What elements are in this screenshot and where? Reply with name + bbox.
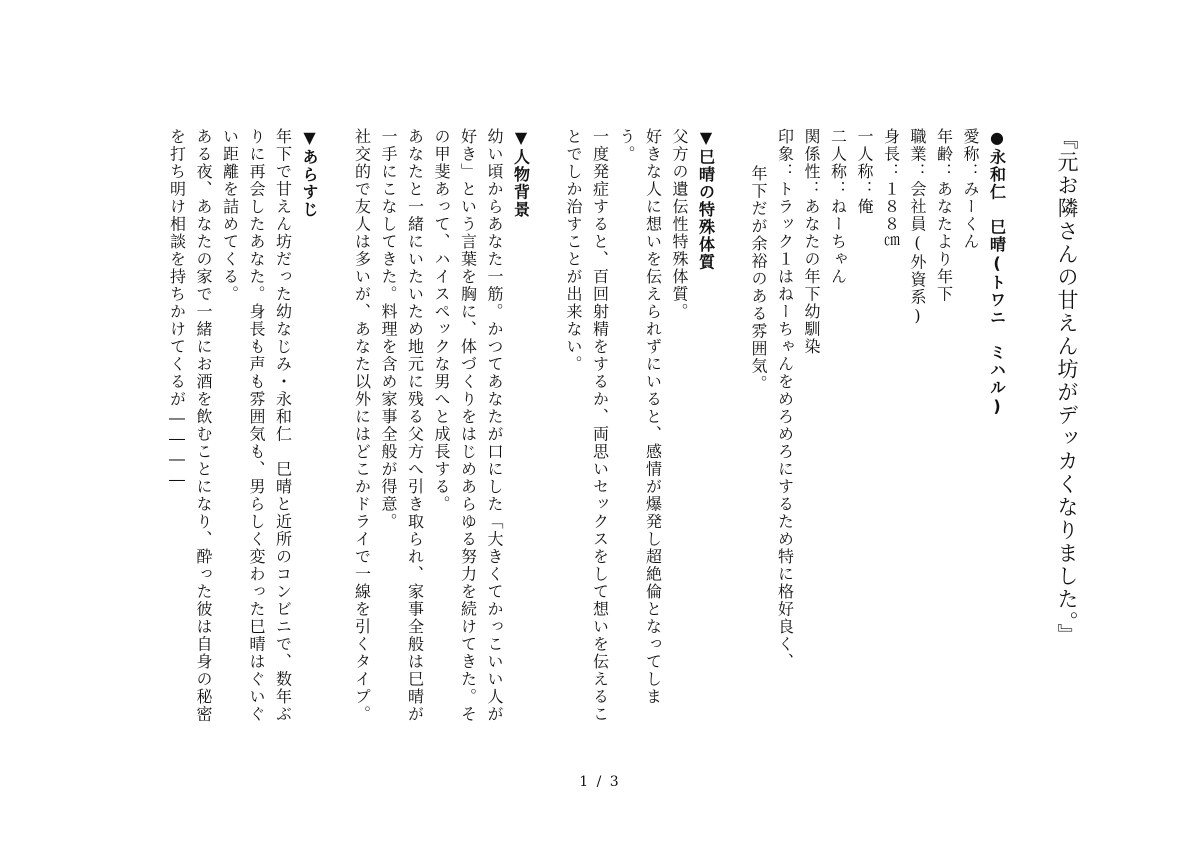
section-gap xyxy=(534,128,560,728)
page-number: 1 / 3 xyxy=(579,774,621,790)
trait-section xyxy=(560,128,719,728)
document-title: 『元お隣さんの甘えん坊がデッカくなりました。』 xyxy=(1055,128,1079,647)
profile-line: 一人称：俺 xyxy=(855,128,874,216)
profile-line: 身長：１８８㎝ xyxy=(881,128,901,251)
synopsis-line: ある夜、あなたの家で一緒にお酒を飲むことになり、酔った彼は自身の秘密 xyxy=(194,128,213,723)
profile-continuation: 年下だが余裕のある雰囲気。 xyxy=(749,164,768,393)
background-line: の甲斐あって、ハイスペックな男へと成長する。 xyxy=(432,128,451,513)
trait-line: う。 xyxy=(617,128,636,163)
background-heading: ▼人物背景 xyxy=(511,128,531,219)
background-line: 社交的で友人は多いが、あなた以外にはどこかドライで一線を引くタイプ。 xyxy=(352,128,372,723)
profile-line: 愛称：みーくん xyxy=(961,128,980,251)
synopsis-line: りに再会したあなた。身長も声も雰囲気も、男らしく変わった巳晴はぐいぐ xyxy=(247,128,266,723)
background-line: 好き」という言葉を胸に、体づくりをはじめあらゆる努力を続けてきた。そ xyxy=(458,128,478,723)
background-section xyxy=(348,128,534,728)
trait-line: 一度発症すると、百回射精をするか、両思いセックスをして想いを伝えるこ xyxy=(590,128,610,723)
synopsis-line: い距離を詰めてくる。 xyxy=(220,128,240,303)
section-gap xyxy=(322,128,348,728)
trait-line: 好きな人に想いを伝えられずにいると、感情が爆発し超絶倫となってしま xyxy=(643,128,663,706)
profile-line: 関係性：あなたの年下幼馴染 xyxy=(802,128,821,356)
profile-name-line: ●永和仁 巳晴(トワニ ミハル) xyxy=(987,128,1007,417)
background-line: あなたと一緒にいたいため地元に残る父方へ引き取られ、家事全般は巳晴が xyxy=(405,128,425,723)
trait-line: とでしか治すことが出来ない。 xyxy=(564,128,583,373)
vertical-text-body xyxy=(163,128,1080,728)
synopsis-line: 年下で甘えん坊だった幼なじみ・永和仁 巳晴と近所のコンビニで、数年ぶ xyxy=(273,128,293,723)
profile-line: 二人称：ねーちゃん xyxy=(828,128,848,286)
synopsis-section xyxy=(163,128,322,728)
synopsis-line: を打ち明け相談を持ちかけてくるが―――― xyxy=(167,128,187,490)
profile-line: 年齢：あなたより年下 xyxy=(934,128,954,303)
background-line: 幼い頃からあなた一筋。かつてあなたが口にした「大きくてかっこいい人が xyxy=(485,128,504,723)
trait-line: 父方の遺伝性特殊体質。 xyxy=(670,128,689,321)
profile-section xyxy=(745,128,1010,728)
background-line: 一手にこなしてきた。料理を含め家事全般が得意。 xyxy=(379,128,398,531)
profile-line: 職業：会社員(外資系) xyxy=(908,128,927,327)
section-gap xyxy=(719,128,745,728)
synopsis-heading: ▼あらすじ xyxy=(300,128,319,219)
trait-heading: ▼巳晴の特殊体質 xyxy=(696,128,716,271)
profile-line: 印象：トラック１はねーちゃんをめろめろにするため特に格好良く、 xyxy=(775,128,795,671)
